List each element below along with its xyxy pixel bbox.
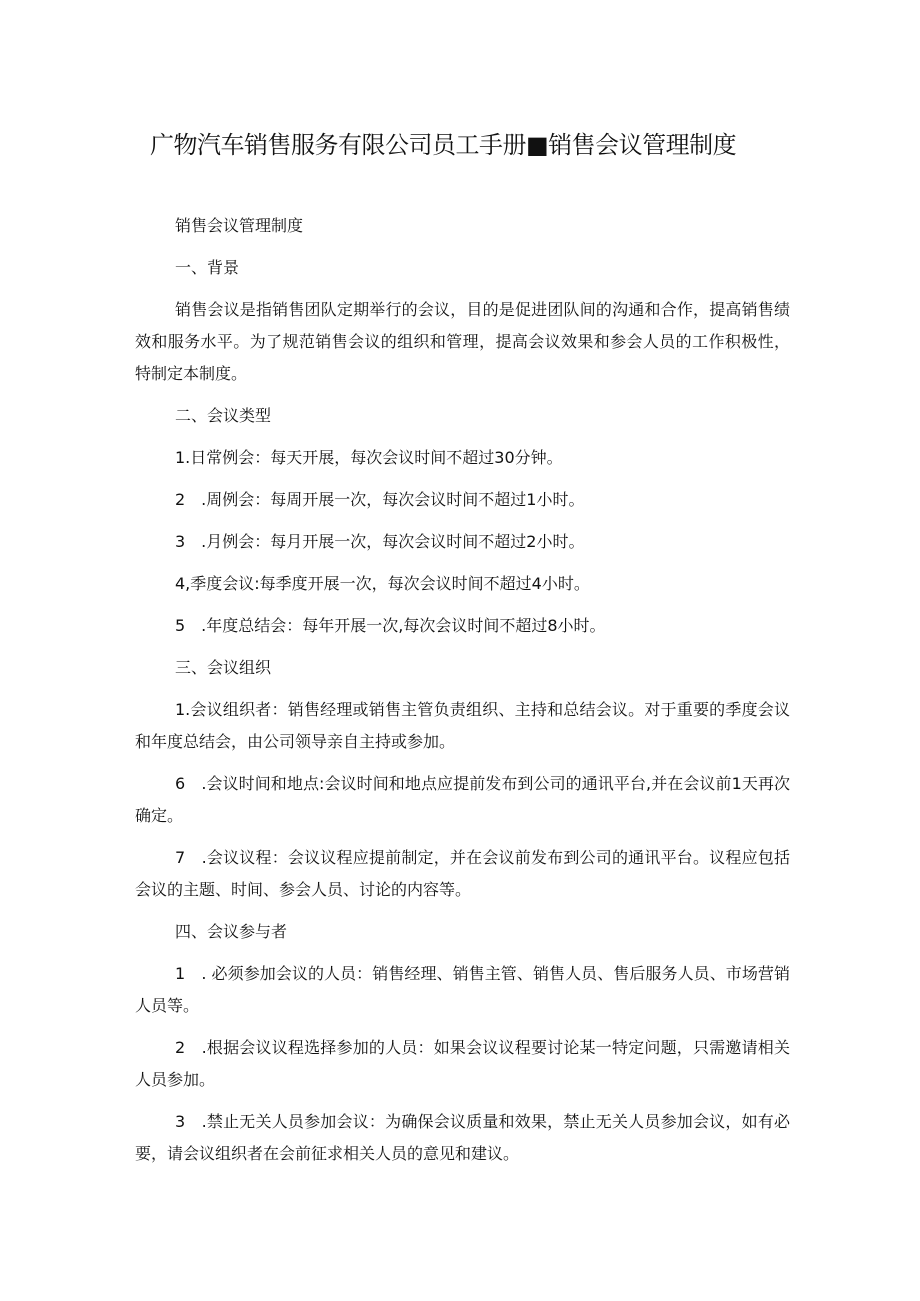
paragraph-background: 销售会议是指销售团队定期举行的会议，目的是促进团队间的沟通和合作，提高销售绩效和服务水平。为了规范销售会议的组织和管理，提高会议效果和参会人员的工作积极性，特制定本制度。 — [135, 300, 790, 383]
section-subtitle: 销售会议管理制度 — [175, 216, 304, 235]
list-item-quarterly-meeting: 4,季度会议:每季度开展一次，每次会议时间不超过4小时。 — [175, 574, 590, 593]
document-body — [135, 210, 790, 1180]
list-item-time-place: 6 .会议时间和地点:会议时间和地点应提前发布到公司的通讯平台,并在会议前1天再次确定。 — [135, 774, 790, 825]
document-title: 广物汽车销售服务有限公司员工手册■销售会议管理制度 — [150, 131, 737, 159]
list-item-required-attendees: 1 . 必须参加会议的人员：销售经理、销售主管、销售人员、售后服务人员、市场营销人员等。 — [135, 964, 790, 1015]
section-heading-meeting-types: 二、会议类型 — [175, 406, 272, 425]
list-item-monthly-meeting: 3 .月例会：每月开展一次，每次会议时间不超过2小时。 — [175, 532, 585, 551]
list-item-annual-meeting: 5 .年度总结会：每年开展一次,每次会议时间不超过8小时。 — [175, 616, 606, 635]
list-item-selected-attendees: 2 .根据会议议程选择参加的人员：如果会议议程要讨论某一特定问题，只需邀请相关人员参加。 — [135, 1038, 790, 1089]
list-item-organizer: 1.会议组织者：销售经理或销售主管负责组织、主持和总结会议。对于重要的季度会议和年度总结会，由公司领导亲自主持或参加。 — [135, 700, 790, 751]
list-item-prohibited-attendees: 3 .禁止无关人员参加会议：为确保会议质量和效果，禁止无关人员参加会议，如有必要，请会议组织者在会前征求相关人员的意见和建议。 — [135, 1112, 790, 1163]
list-item-weekly-meeting: 2 .周例会：每周开展一次，每次会议时间不超过1小时。 — [175, 490, 585, 509]
list-item-agenda: 7 .会议议程：会议议程应提前制定，并在会议前发布到公司的通讯平台。议程应包括会议的主题、时间、参会人员、讨论的内容等。 — [135, 848, 790, 899]
section-heading-participants: 四、会议参与者 — [175, 922, 288, 941]
section-heading-background: 一、背景 — [175, 258, 240, 277]
section-heading-organization: 三、会议组织 — [175, 658, 272, 677]
list-item-daily-meeting: 1.日常例会：每天开展，每次会议时间不超过30分钟。 — [175, 448, 563, 467]
